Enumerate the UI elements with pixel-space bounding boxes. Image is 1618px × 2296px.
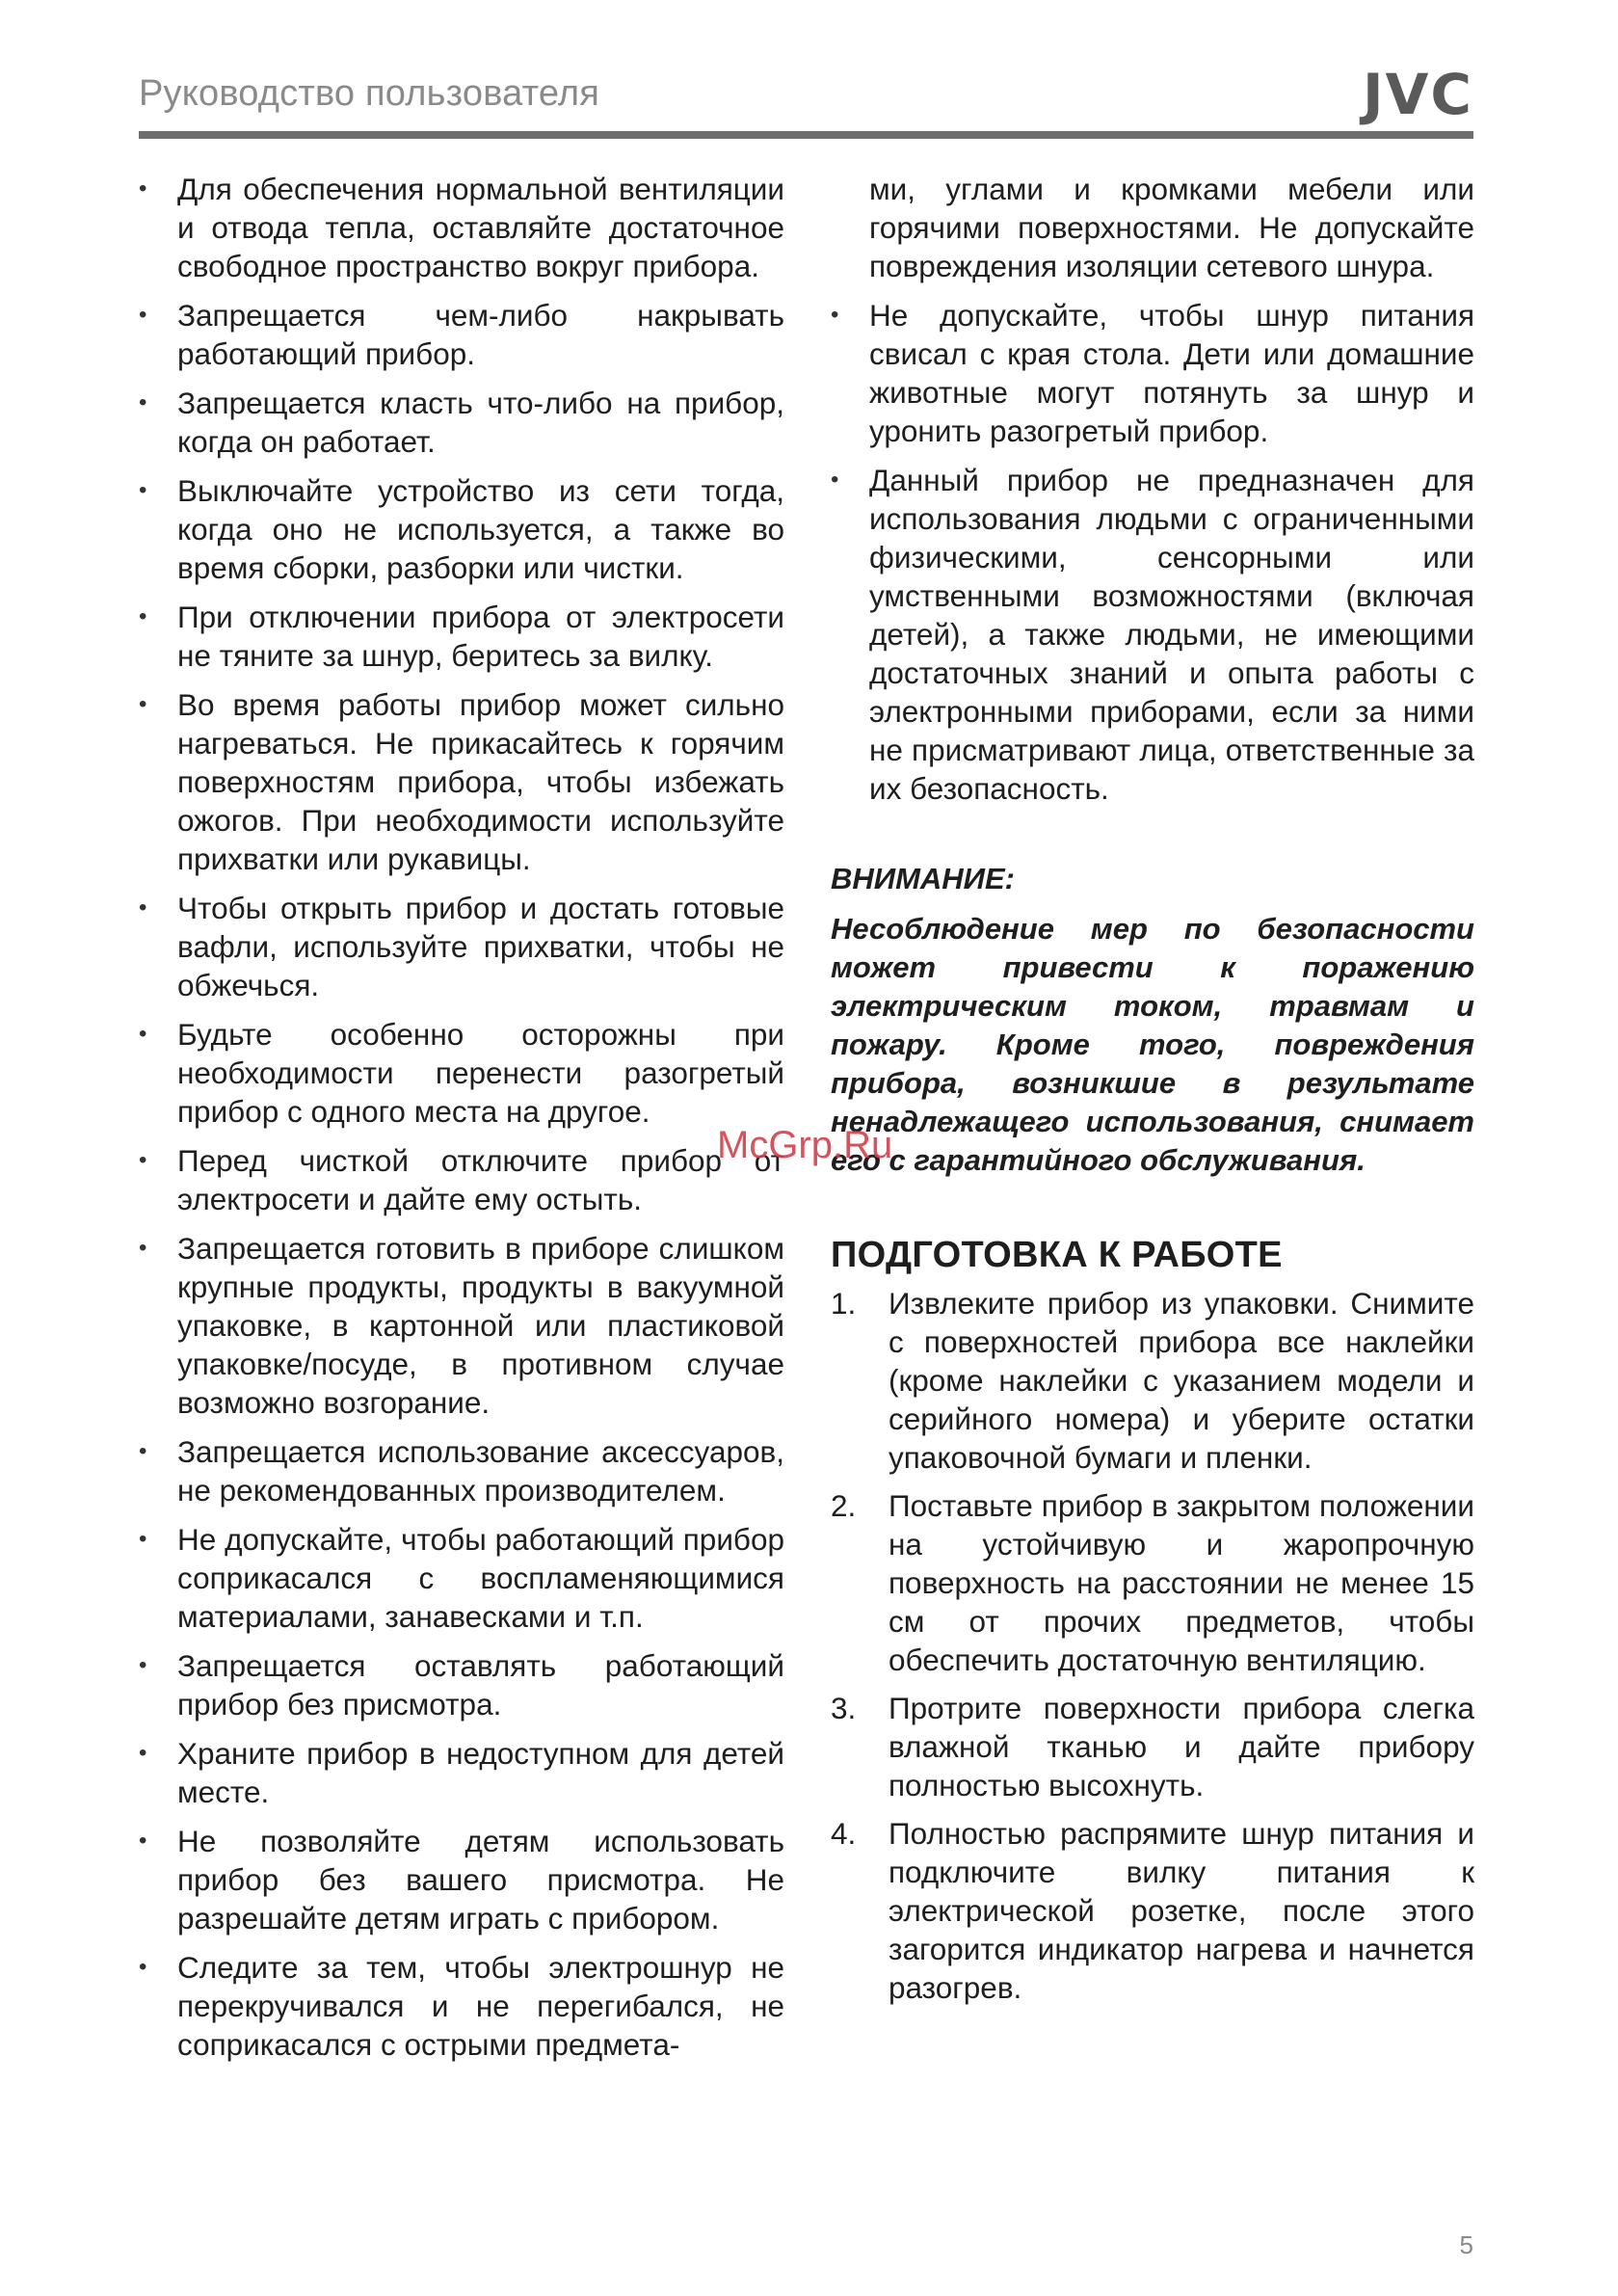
list-item: • Перед чисткой отключите прибор от электросети и дайте ему остыть.: [139, 1141, 784, 1218]
list-item: • Храните прибор в недоступном для детей месте.: [139, 1734, 784, 1811]
list-item: [831, 1486, 1474, 1679]
list-item: • Запрещается класть что-либо на прибор, когда он работает.: [139, 384, 784, 461]
list-item: • При отключении прибора от электросети не тяните за шнур, беритесь за вилку.: [139, 598, 784, 675]
warning-text: Несоблюдение мер по безопасности может привести к поражению электрическим током, травмам и пожару. Кроме того, повреждения прибора, возникшие в результате ненадлежащего использования, снимает его с гарантийного обслуживания.: [831, 912, 1474, 1177]
list-item: • Не допускайте, чтобы работающий прибор соприкасался с воспламеняющимися материалами, занавесками и т.п.: [139, 1520, 784, 1636]
right-column: [831, 170, 1474, 2016]
brand-logo: JVC: [1362, 62, 1473, 127]
list-item: • Запрещается чем-либо накрывать работающий прибор.: [139, 296, 784, 373]
list-item: • Во время работы прибор может сильно нагреваться. Не прикасайтесь к горячим поверхностям прибора, чтобы избежать ожогов. При необходимости используйте прихватки или рукавицы.: [139, 685, 784, 878]
step-number: 3.: [831, 1691, 857, 1725]
list-item: • Запрещается готовить в приборе слишком крупные продукты, продукты в вакуумной упаковке, в картонной или пластиковой упаковке/посуде, в противном случае возможно возгорание.: [139, 1229, 784, 1422]
left-column: [139, 170, 784, 2074]
step-text: Извлеките прибор из упаковки. Снимите с поверхностей прибора все наклейки (кроме наклейки с указанием модели и серийного номера) и уберите остатки упаковочной бумаги и пленки.: [889, 1286, 1474, 1475]
list-item: • Данный прибор не предназначен для использования людьми с ограниченными физическими, сенсорными или умственными возможностями (включая детей), а также людьми, не имеющими достаточных знаний и опыта работы с электронными приборами, если за ними не присматривают лица, ответственные за их безопасность.: [831, 461, 1474, 808]
list-item: • Выключайте устройство из сети тогда, когда оно не используется, а также во время сборки, разборки или чистки.: [139, 471, 784, 587]
list-item: • Следите за тем, чтобы электрошнур не перекручивался и не перегибался, не соприкасался с острыми предмета-: [139, 1948, 784, 2064]
warning-title: ВНИМАНИЕ:: [831, 862, 1015, 895]
page-header-title: Руководство пользователя: [139, 73, 600, 114]
list-item: [831, 1689, 1474, 1804]
step-text: Полностью распрямите шнур питания и подключите вилку питания к электрической розетке, после этого загорится индикатор нагрева и начнется разогрев.: [889, 1816, 1474, 2005]
list-item: • Запрещается использование аксессуаров, не рекомендованных производителем.: [139, 1432, 784, 1509]
safety-list-left: [139, 170, 784, 2064]
continued-paragraph: ми, углами и кромками мебели или горячими поверхностями. Не допускайте повреждения изоляции сетевого шнура.: [869, 172, 1474, 283]
header-divider: [139, 131, 1473, 139]
section-title-preparation: ПОДГОТОВКА К РАБОТЕ: [831, 1235, 1283, 1275]
list-item: • Чтобы открыть прибор и достать готовые вафли, используйте прихватки, чтобы не обжечься.: [139, 889, 784, 1004]
step-number: 2.: [831, 1488, 857, 1523]
list-item: • Для обеспечения нормальной вентиляции и отвода тепла, оставляйте достаточное свободное пространство вокруг прибора.: [139, 170, 784, 285]
list-item: • Не позволяйте детям использовать прибор без вашего присмотра. Не разрешайте детям играть с прибором.: [139, 1822, 784, 1937]
page-number: 5: [1459, 2230, 1473, 2259]
step-text: Протрите поверхности прибора слегка влажной тканью и дайте прибору полностью высохнуть.: [889, 1691, 1474, 1802]
step-number: 4.: [831, 1816, 857, 1851]
step-text: Поставьте прибор в закрытом положении на устойчивую и жаропрочную поверхность на расстоянии не менее 15 см от прочих предметов, чтобы обеспечить достаточную вентиляцию.: [889, 1488, 1474, 1677]
safety-list-right: [831, 296, 1474, 808]
list-item: • Будьте особенно осторожны при необходимости перенести разогретый прибор с одного места на другое.: [139, 1015, 784, 1131]
list-item: • Не допускайте, чтобы шнур питания свисал с края стола. Дети или домашние животные могут потянуть за шнур и уронить разогретый прибор.: [831, 296, 1474, 450]
preparation-steps: [831, 1284, 1474, 2007]
list-item: [831, 1284, 1474, 1477]
list-item: [831, 1814, 1474, 2007]
list-item: • Запрещается оставлять работающий прибор без присмотра.: [139, 1646, 784, 1723]
step-number: 1.: [831, 1286, 857, 1321]
watermark: McGrp.Ru: [717, 1124, 893, 1166]
